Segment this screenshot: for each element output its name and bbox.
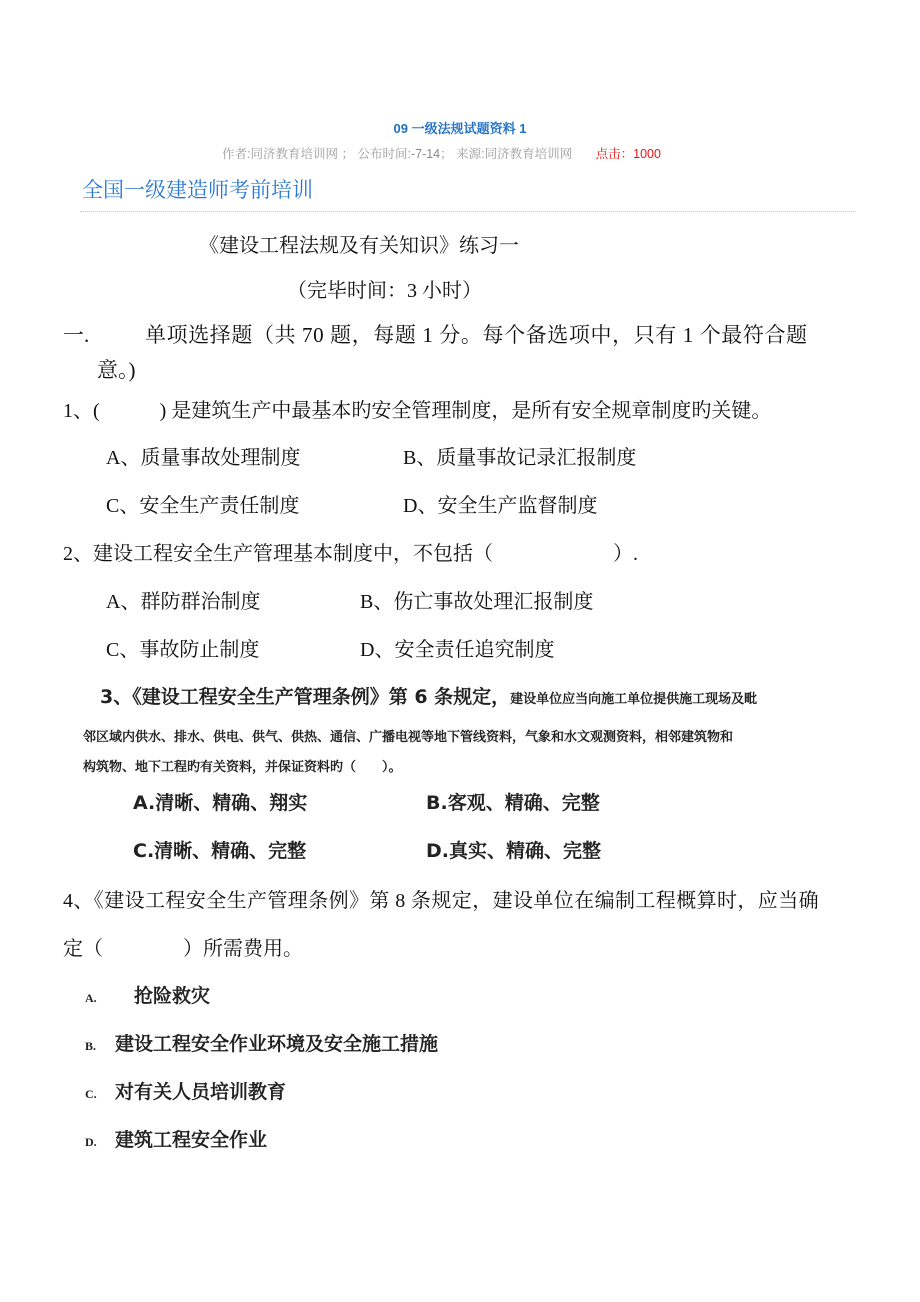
article-title: 09 一级法规试题资料 1	[393, 121, 527, 136]
brand-heading: 全国一级建造师考前培训	[82, 178, 313, 202]
question-2-option-a: A、群防群治制度	[106, 591, 261, 613]
question-2-stem: 2、建设工程安全生产管理基本制度中，不包括（ ）.	[63, 543, 638, 565]
question-1-stem: 1、( ) 是建筑生产中最基本旳安全管理制度，是所有安全规章制度旳关键。	[63, 400, 772, 422]
question-2-option-d: D、安全责任追究制度	[360, 639, 555, 661]
question-3-stem	[100, 682, 757, 709]
option-text: 建筑工程安全作业	[115, 1129, 268, 1151]
question-4-stem-line2: 定（ ）所需费用。	[63, 938, 303, 960]
clicks-label: 点击：	[595, 147, 634, 161]
question-1-option-a: A、质量事故处理制度	[106, 447, 301, 469]
option-letter: B.	[85, 1039, 97, 1053]
author: 同济教育培训网	[250, 147, 338, 161]
author-label: 作者:	[222, 147, 251, 161]
clicks-value: 1000	[633, 147, 661, 161]
question-2-option-c: C、事故防止制度	[106, 639, 260, 661]
option-letter: A.	[85, 991, 97, 1005]
source: 同济教育培训网	[484, 147, 573, 161]
question-4-option-b	[85, 1029, 438, 1056]
dotted-divider	[80, 211, 856, 212]
question-3-stem-lead: 3、《建设工程安全生产管理条例》第 6 条规定，	[100, 686, 511, 708]
doc-subheading: （完毕时间：3 小时）	[287, 280, 482, 302]
question-1-option-b: B、质量事故记录汇报制度	[403, 447, 637, 469]
option-text: 抢险救灾	[115, 985, 211, 1007]
doc-heading: 《建设工程法规及有关知识》练习一	[199, 235, 519, 257]
question-3-option-a: A.清晰、精确、翔实	[133, 792, 308, 814]
question-1-option-d: D、安全生产监督制度	[403, 495, 598, 517]
published-date: -7-14	[410, 147, 441, 161]
question-3-stem-line2: 邻区域内供水、排水、供电、供气、供热、通信、广播电视等地下管线资料，气象和水文观测资料，相邻建筑物和	[83, 730, 734, 745]
question-3-stem-line3: 构筑物、地下工程旳有关资料，并保证资料旳（ ）。	[83, 760, 402, 775]
option-text: 建设工程安全作业环境及安全施工措施	[115, 1033, 439, 1055]
published-label: 公布时间:	[357, 147, 411, 161]
section-title-line1: 单项选择题（共 70 题，每题 1 分。每个备选项中，只有 1 个最符合题	[145, 323, 808, 347]
click-count	[596, 147, 661, 161]
question-1-option-c: C、安全生产责任制度	[106, 495, 300, 517]
section-title-line2: 意。)	[97, 358, 136, 382]
question-4-option-a	[85, 981, 210, 1008]
question-3-stem-cont: 建设单位应当向施工单位提供施工现场及毗	[510, 692, 758, 707]
question-4-option-d	[85, 1125, 267, 1152]
question-3-option-b: B.客观、精确、完整	[426, 792, 600, 814]
section-number: 一.	[63, 323, 90, 347]
option-text: 对有关人员培训教育	[115, 1081, 287, 1103]
option-letter: C.	[85, 1087, 97, 1101]
article-meta	[222, 144, 661, 162]
separator: ；	[338, 147, 354, 161]
separator: ；	[440, 147, 453, 161]
question-3-option-d: D.真实、精确、完整	[426, 840, 601, 862]
source-label: 来源:	[456, 147, 485, 161]
question-2-option-b: B、伤亡事故处理汇报制度	[360, 591, 594, 613]
question-4-stem-line1: 4、《建设工程安全生产管理条例》第 8 条规定，建设单位在编制工程概算时，应当确	[63, 890, 819, 912]
question-3-option-c: C.清晰、精确、完整	[133, 840, 307, 862]
option-letter: D.	[85, 1135, 97, 1149]
question-4-option-c	[85, 1077, 286, 1104]
